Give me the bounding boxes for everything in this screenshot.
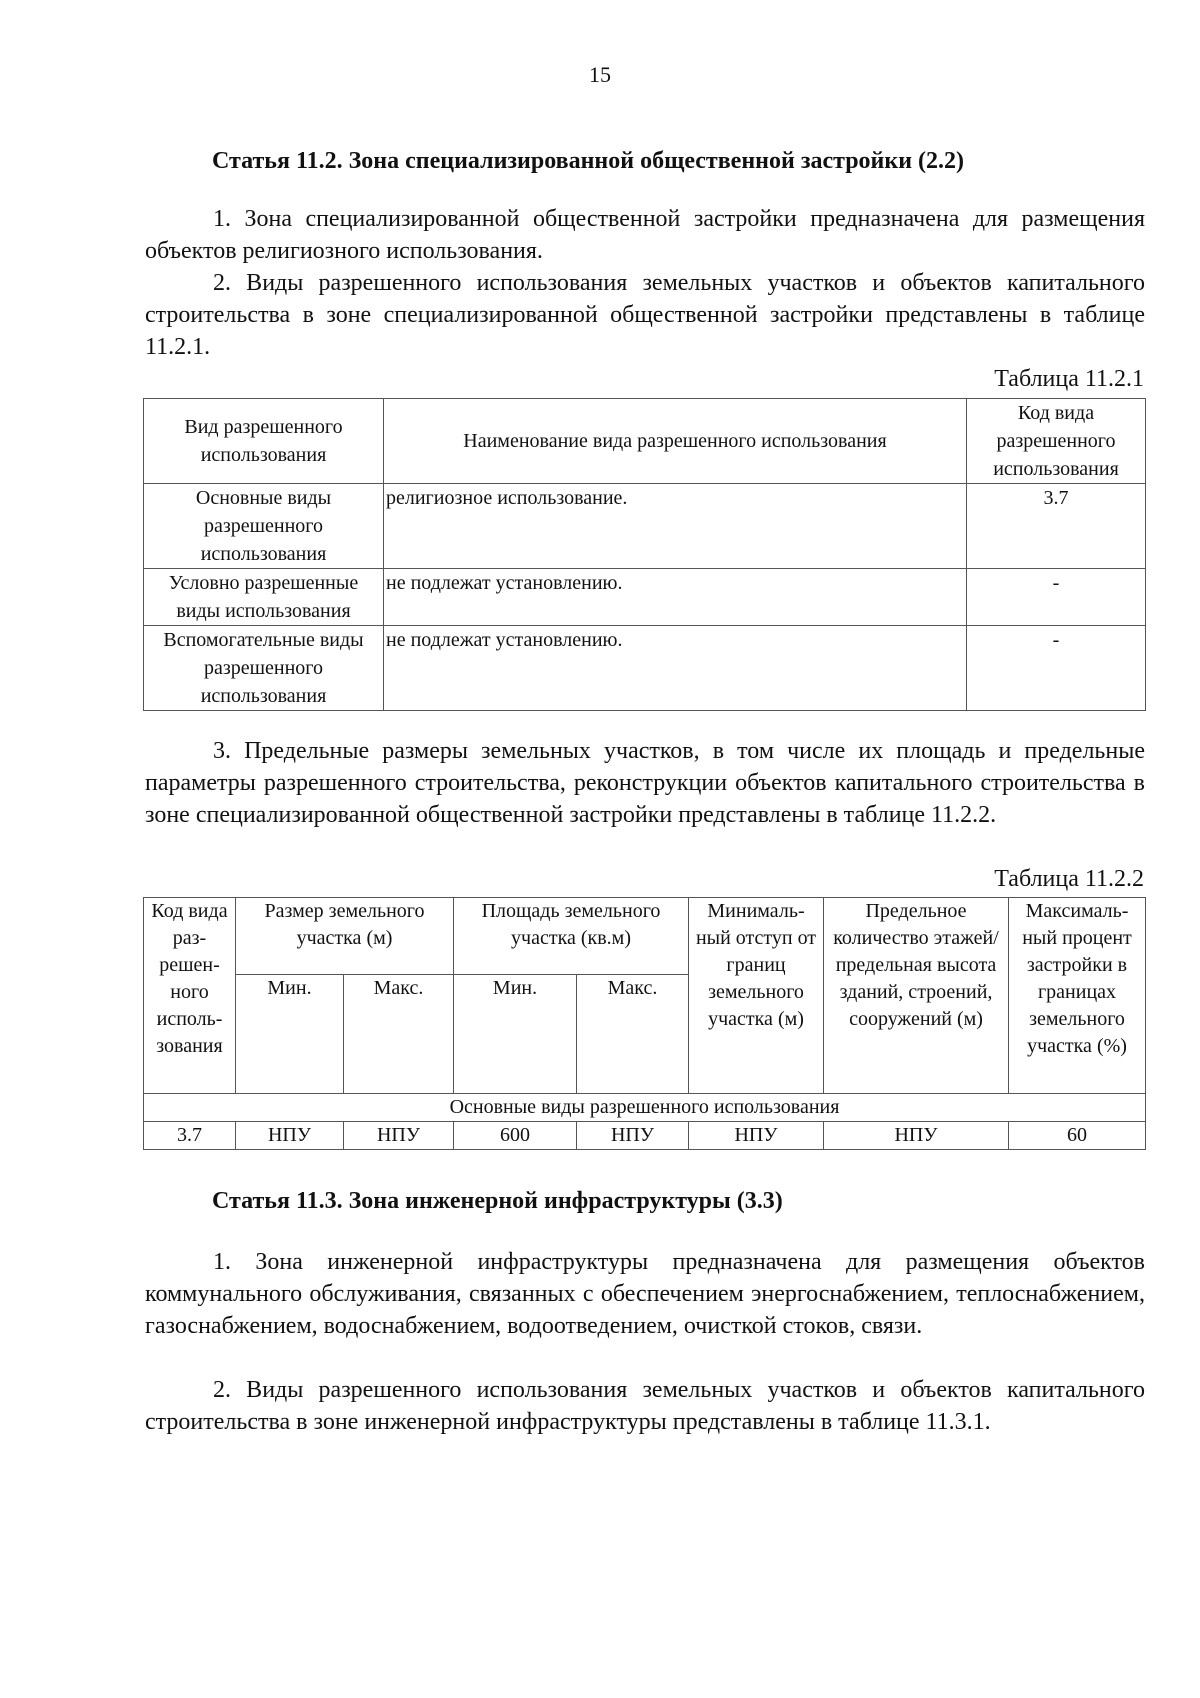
header-cell-area-max: Макс.	[577, 975, 689, 1094]
header-cell-min-setback: Минималь-ный отступ от границ земельного участка (м)	[689, 898, 824, 1094]
table-11-2-2	[143, 897, 1146, 1150]
table-cell: Основные виды разрешенного использования	[144, 484, 384, 569]
article-11-2-paragraph-2: 2. Виды разрешенного использования земельных участков и объектов капитального строительства в зоне специализированной общественной застройки представлены в таблице 11.2.1.	[145, 270, 1145, 360]
table-section-row	[144, 1094, 1146, 1122]
table-cell: -	[967, 569, 1146, 626]
article-11-3-paragraph-1: 1. Зона инженерной инфраструктуры предназначена для размещения объектов коммунального обслуживания, связанных с обеспечением энергоснабжением, теплоснабжением, газоснабжением, водоснабжением, водоотведением, очисткой стоков, связи.	[145, 1249, 1145, 1339]
table-cell: -	[967, 626, 1146, 711]
article-11-2-paragraph-1: 1. Зона специализированной общественной застройки предназначена для размещения объектов религиозного использования.	[145, 206, 1145, 264]
table-header-row	[144, 399, 1146, 484]
table-cell: 60	[1009, 1122, 1146, 1150]
page-number: 15	[589, 62, 611, 87]
section-label: Основные виды разрешенного использования	[144, 1094, 1146, 1122]
table-cell: НПУ	[236, 1122, 344, 1150]
article-11-3-title: Статья 11.3. Зона инженерной инфраструктуры (3.3)	[212, 1188, 783, 1214]
table-cell: НПУ	[824, 1122, 1009, 1150]
table-cell: Условно разрешенные виды использования	[144, 569, 384, 626]
header-cell-max-coverage: Максималь-ный процент застройки в границах земельного участка (%)	[1009, 898, 1146, 1094]
table-cell: НПУ	[344, 1122, 454, 1150]
header-cell-area-min: Мин.	[454, 975, 577, 1094]
header-cell-size-min: Мин.	[236, 975, 344, 1094]
table-cell: НПУ	[577, 1122, 689, 1150]
table-cell: НПУ	[689, 1122, 824, 1150]
table-cell: Вспомогательные виды разрешенного использования	[144, 626, 384, 711]
header-cell-floors: Предельное количество этажей/ предельная высота зданий, строений, сооружений (м)	[824, 898, 1009, 1094]
table-row	[144, 626, 1146, 711]
header-cell-name: Наименование вида разрешенного использования	[384, 399, 967, 484]
table-row	[144, 484, 1146, 569]
table-row	[144, 569, 1146, 626]
table-11-2-1	[143, 398, 1146, 711]
table-cell: 600	[454, 1122, 577, 1150]
header-cell-code: Код вида раз-решен-ного исполь-зования	[144, 898, 236, 1094]
table-row	[144, 1122, 1146, 1150]
table-cell: 3.7	[967, 484, 1146, 569]
article-11-2-title: Статья 11.2. Зона специализированной общественной застройки (2.2)	[212, 148, 965, 174]
header-cell-type: Вид разрешенного использования	[144, 399, 384, 484]
table-11-2-2-caption: Таблица 11.2.2	[994, 866, 1144, 892]
header-cell-plot-area: Площадь земельного участка (кв.м)	[454, 898, 689, 975]
header-cell-code: Код вида разрешенного использования	[967, 399, 1146, 484]
table-cell: религиозное использование.	[384, 484, 967, 569]
header-cell-plot-size: Размер земельного участка (м)	[236, 898, 454, 975]
article-11-2-paragraph-3: 3. Предельные размеры земельных участков, в том числе их площадь и предельные параметры разрешенного строительства, реконструкции объектов капитального строительства в зоне специализированной общественной застройки представлены в таблице 11.2.2.	[145, 738, 1145, 828]
table-11-2-1-caption: Таблица 11.2.1	[994, 366, 1144, 392]
article-11-3-paragraph-2: 2. Виды разрешенного использования земельных участков и объектов капитального строительства в зоне инженерной инфраструктуры представлены в таблице 11.3.1.	[145, 1377, 1145, 1435]
table-cell: не подлежат установлению.	[384, 626, 967, 711]
table-cell: не подлежат установлению.	[384, 569, 967, 626]
table-cell: 3.7	[144, 1122, 236, 1150]
header-cell-size-max: Макс.	[344, 975, 454, 1094]
table-header-row	[144, 898, 1146, 975]
